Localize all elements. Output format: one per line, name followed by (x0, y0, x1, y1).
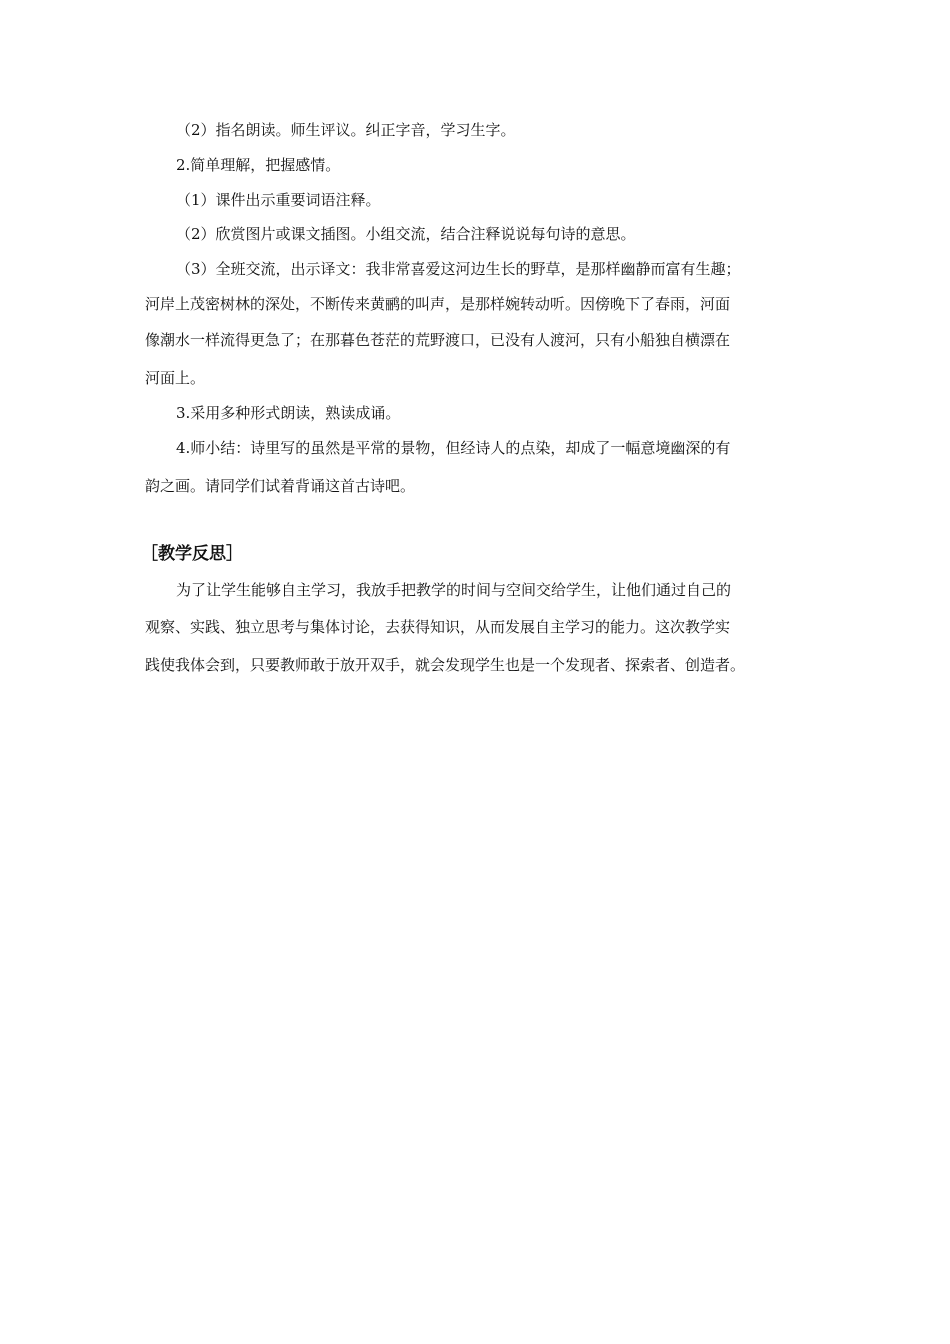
reflection-heading: ［教学反思］ (141, 544, 243, 564)
paragraph-line: 2.简单理解，把握感情。 (176, 156, 341, 174)
paragraph-line: 4.师小结：诗里写的虽然是平常的景物，但经诗人的点染，却成了一幅意境幽深的有 (176, 439, 731, 457)
paragraph-line: 像潮水一样流得更急了；在那暮色苍茫的荒野渡口，已没有人渡河，只有小船独自横漂在 (145, 331, 731, 349)
paragraph-line: （2）欣赏图片或课文插图。小组交流，结合注释说说每句诗的意思。 (176, 225, 636, 243)
paragraph-line: （2）指名朗读。师生评议。纠正字音，学习生字。 (176, 121, 516, 139)
paragraph-line: （3）全班交流，出示译文：我非常喜爱这河边生长的野草，是那样幽静而富有生趣； (176, 260, 741, 278)
paragraph-line: 河面上。 (145, 369, 206, 387)
reflection-line: 为了让学生能够自主学习，我放手把教学的时间与空间交给学生，让他们通过自己的 (176, 581, 732, 599)
paragraph-line: 河岸上茂密树林的深处，不断传来黄鹂的叫声，是那样婉转动听。因傍晚下了春雨，河面 (145, 295, 731, 313)
paragraph-line: （1）课件出示重要词语注释。 (176, 191, 381, 209)
paragraph-line: 3.采用多种形式朗读，熟读成诵。 (176, 404, 401, 422)
reflection-line: 观察、实践、独立思考与集体讨论，去获得知识，从而发展自主学习的能力。这次教学实 (145, 618, 731, 636)
reflection-line: 践使我体会到，只要教师敢于放开双手，就会发现学生也是一个发现者、探索者、创造者。 (145, 656, 746, 674)
paragraph-line: 韵之画。请同学们试着背诵这首古诗吧。 (145, 477, 416, 495)
